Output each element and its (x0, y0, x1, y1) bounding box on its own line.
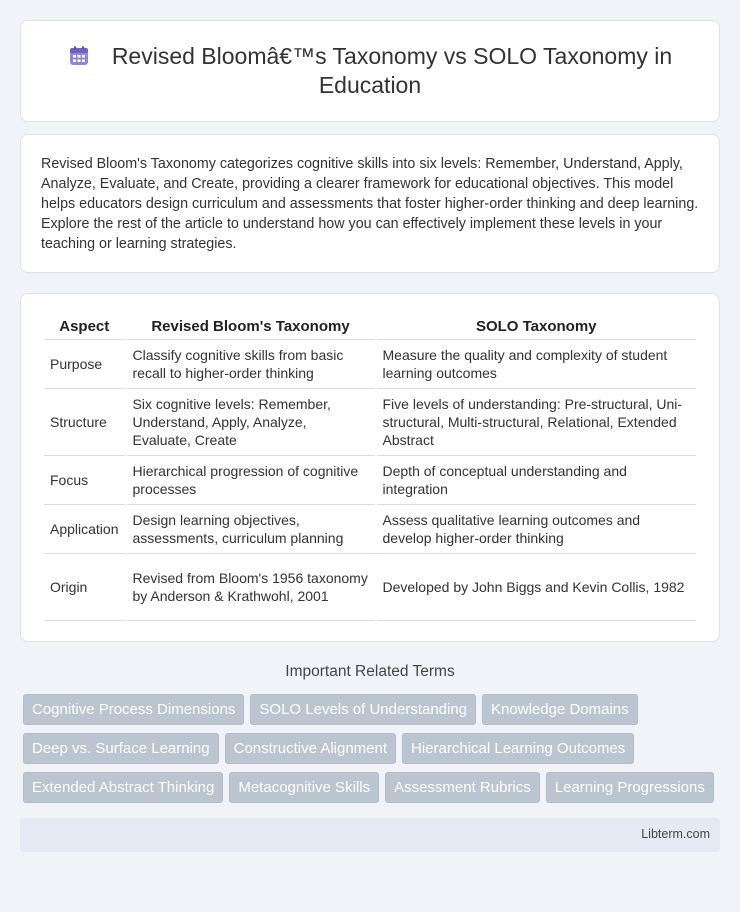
header-solo: SOLO Taxonomy (377, 314, 697, 340)
table-row (44, 456, 696, 505)
related-term-tag[interactable]: Assessment Rubrics (385, 772, 540, 803)
table-header-row (44, 314, 696, 340)
related-terms-heading: Important Related Terms (285, 663, 455, 680)
cell-bloom: Design learning objectives, assessments, curriculum planning (127, 505, 375, 554)
cell-aspect: Application (44, 505, 125, 554)
cell-bloom: Classify cognitive skills from basic recall to higher-order thinking (127, 340, 375, 389)
intro-text: Revised Bloom's Taxonomy categorizes cognitive skills into six levels: Remember, Understand, Apply, Analyze, Evaluate, and Create, providing a clearer framework for educational objectives. This model helps educators design curriculum and assessments that foster higher-order thinking and deep learning. Explore the rest of the article to understand how you can effectively implement these levels in your teaching or learning strategies. (41, 156, 699, 252)
related-term-tag[interactable]: SOLO Levels of Understanding (250, 694, 476, 725)
cell-aspect: Focus (44, 456, 125, 505)
cell-aspect: Purpose (44, 340, 125, 389)
table-row (44, 340, 696, 389)
header-aspect: Aspect (44, 314, 125, 340)
cell-aspect: Structure (44, 389, 125, 456)
related-term-tag[interactable]: Knowledge Domains (482, 694, 638, 725)
cell-solo: Five levels of understanding: Pre-structural, Uni-structural, Multi-structural, Relational, Extended Abstract (377, 389, 697, 456)
cell-solo: Developed by John Biggs and Kevin Collis, 1982 (377, 554, 697, 621)
footer-site-link[interactable]: Libterm.com (641, 827, 710, 841)
related-term-tag[interactable]: Cognitive Process Dimensions (23, 694, 244, 725)
footer (20, 818, 720, 852)
intro-card (20, 134, 720, 273)
comparison-table (42, 314, 698, 621)
cell-aspect: Origin (44, 554, 125, 621)
page-title-block (61, 42, 679, 100)
cell-solo: Depth of conceptual understanding and integration (377, 456, 697, 505)
related-term-tag[interactable]: Extended Abstract Thinking (23, 772, 223, 803)
related-term-tag[interactable]: Metacognitive Skills (229, 772, 379, 803)
table-row (44, 554, 696, 621)
comparison-card (20, 293, 720, 642)
cell-solo: Measure the quality and complexity of student learning outcomes (377, 340, 697, 389)
cell-bloom: Hierarchical progression of cognitive processes (127, 456, 375, 505)
calendar-icon (68, 45, 90, 67)
cell-bloom: Six cognitive levels: Remember, Understand, Apply, Analyze, Evaluate, Create (127, 389, 375, 456)
table-row (44, 505, 696, 554)
related-term-tag[interactable]: Hierarchical Learning Outcomes (402, 733, 634, 764)
related-terms-list (20, 694, 720, 803)
cell-bloom: Revised from Bloom's 1956 taxonomy by Anderson & Krathwohl, 2001 (127, 554, 375, 621)
related-term-tag[interactable]: Constructive Alignment (225, 733, 396, 764)
page-title: Revised Bloomâ€™s Taxonomy vs SOLO Taxonomy in Education (111, 43, 673, 98)
related-term-tag[interactable]: Learning Progressions (546, 772, 714, 803)
cell-solo: Assess qualitative learning outcomes and develop higher-order thinking (377, 505, 697, 554)
table-row (44, 389, 696, 456)
title-card (20, 20, 720, 122)
header-bloom: Revised Bloom's Taxonomy (127, 314, 375, 340)
related-term-tag[interactable]: Deep vs. Surface Learning (23, 733, 219, 764)
